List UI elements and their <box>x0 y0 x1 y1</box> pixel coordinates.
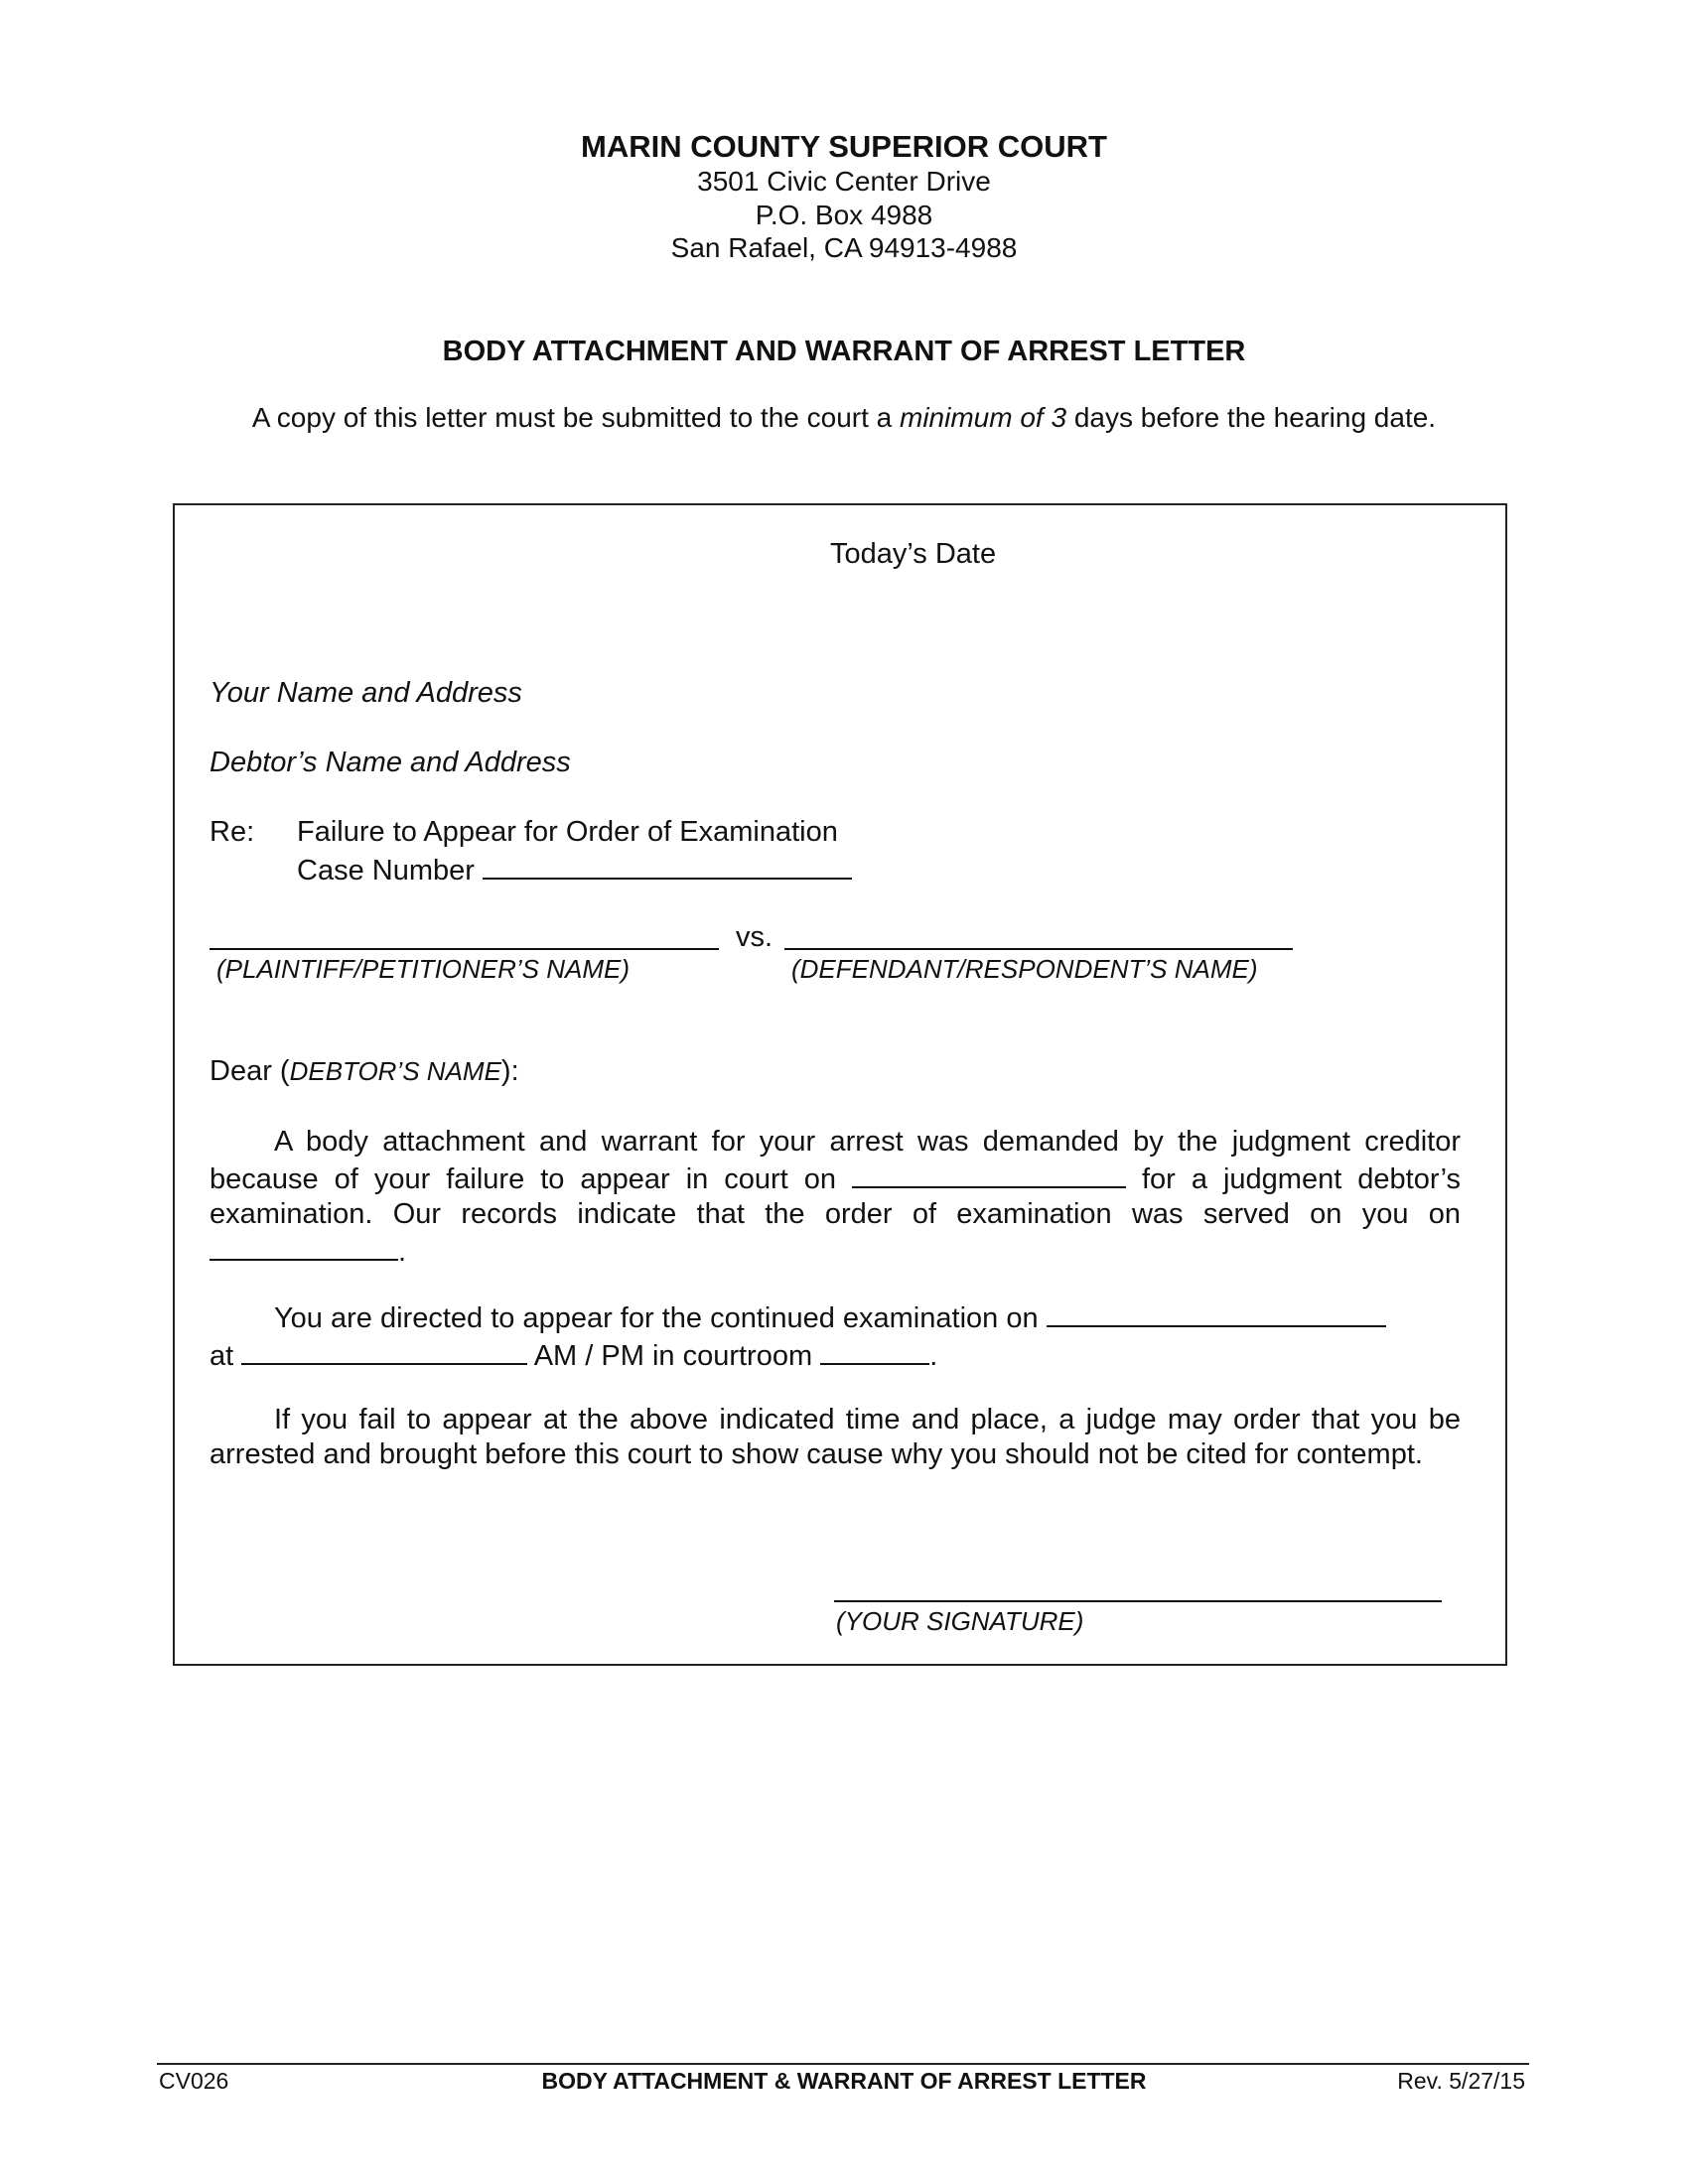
case-number-blank[interactable] <box>483 851 852 880</box>
served-date-blank[interactable] <box>210 1232 398 1261</box>
case-number-label: Case Number <box>297 855 475 887</box>
court-address-line2: P.O. Box 4988 <box>755 200 933 230</box>
document-title: BODY ATTACHMENT AND WARRANT OF ARREST LETTER <box>442 336 1246 367</box>
court-name: MARIN COUNTY SUPERIOR COURT <box>581 129 1107 164</box>
re-label: Re: <box>210 816 255 848</box>
para3-text: If you fail to appear at the above indicated time and place, a judge may order that you be arrested and brought before this court to show cause why you should not be cited for contempt. <box>210 1404 1461 1470</box>
paragraph-warning <box>210 1403 1461 1472</box>
failure-date-blank[interactable] <box>852 1160 1126 1188</box>
defendant-caption: (DEFENDANT/RESPONDENT’S NAME) <box>791 954 1258 984</box>
footer-title: BODY ATTACHMENT & WARRANT OF ARREST LETTER <box>541 2068 1147 2094</box>
para2-line1 <box>210 1298 1461 1336</box>
signature-caption: (YOUR SIGNATURE) <box>836 1606 1084 1636</box>
instruction-text-after: days before the hearing date. <box>1066 402 1437 433</box>
footer-revision: Rev. 5/27/15 <box>1397 2068 1525 2094</box>
footer-rule <box>157 2063 1529 2065</box>
instruction-text-before: A copy of this letter must be submitted to the court a <box>251 402 900 433</box>
para1-line2 <box>210 1160 1461 1197</box>
dear-suffix: ): <box>500 1055 519 1087</box>
submission-instruction <box>0 402 1688 434</box>
defendant-name-blank[interactable] <box>784 948 1293 950</box>
case-number-row <box>297 851 852 887</box>
instruction-emphasis: minimum of 3 <box>900 402 1067 433</box>
courtroom-blank[interactable] <box>820 1336 929 1365</box>
dear-debtor-name: DEBTOR’S NAME <box>289 1056 501 1086</box>
your-name-address-label: Your Name and Address <box>210 677 522 709</box>
paragraph-demand <box>210 1125 1461 1270</box>
para1-line4 <box>210 1232 1461 1270</box>
dear-prefix: Dear ( <box>210 1055 290 1087</box>
para1-text-a: because of your failure to appear in court on <box>210 1163 836 1195</box>
plaintiff-name-blank[interactable] <box>210 948 719 950</box>
para2-end: . <box>929 1340 938 1372</box>
court-address-line1: 3501 Civic Center Drive <box>697 166 991 197</box>
debtor-name-address-label: Debtor’s Name and Address <box>210 747 571 778</box>
todays-date-label: Today’s Date <box>830 538 997 570</box>
re-subject: Failure to Appear for Order of Examination <box>297 816 838 848</box>
continued-exam-date-blank[interactable] <box>1047 1298 1386 1327</box>
exam-time-blank[interactable] <box>241 1336 527 1365</box>
para1-line1: A body attachment and warrant for your arrest was demanded by the judgment creditor <box>274 1126 1461 1158</box>
para1-line3: examination. Our records indicate that the order of examination was served on you on <box>210 1198 1461 1230</box>
para1-end: . <box>398 1236 407 1268</box>
para2-ampm: AM / PM in courtroom <box>533 1340 813 1372</box>
signature-blank[interactable] <box>834 1600 1442 1602</box>
plaintiff-caption: (PLAINTIFF/PETITIONER’S NAME) <box>216 954 631 984</box>
para1-text-b: for a judgment debtor’s <box>1142 1163 1461 1195</box>
vs-label: vs. <box>736 921 774 953</box>
paragraph-directive <box>210 1298 1461 1374</box>
court-address-line3: San Rafael, CA 94913-4988 <box>670 232 1018 263</box>
para2-line2 <box>210 1336 1461 1374</box>
para2-at: at <box>210 1340 234 1372</box>
salutation <box>210 1055 519 1088</box>
footer-form-code: CV026 <box>159 2068 229 2094</box>
para2-text: You are directed to appear for the continued examination on <box>274 1302 1039 1334</box>
